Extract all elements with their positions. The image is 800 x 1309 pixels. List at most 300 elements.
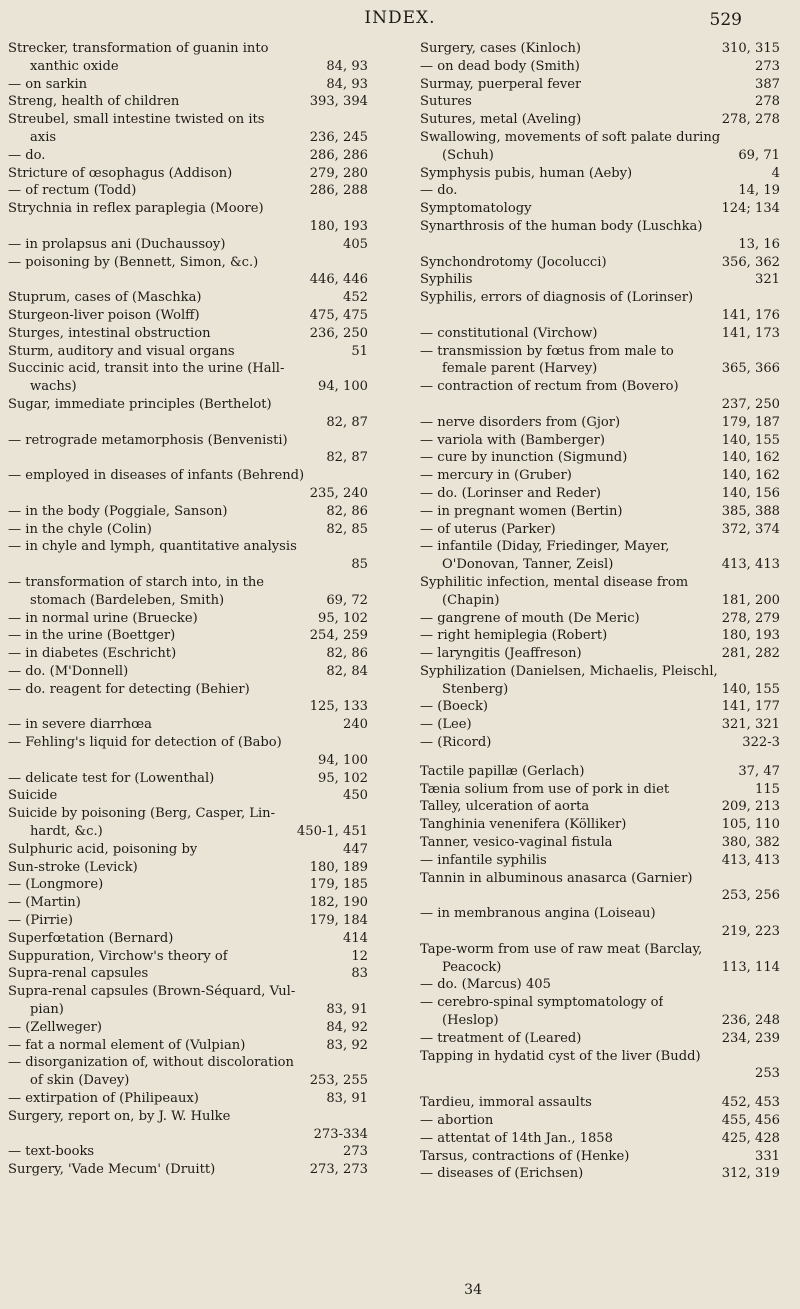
index-entry [420,1030,780,1048]
entry-term: — in prolapsus ani (Duchaussoy) [8,236,226,252]
entry-pages: 413, 413 [721,852,780,868]
index-entry [8,983,368,1019]
index-entry [420,870,780,906]
entry-pages: 447 [343,841,368,857]
index-entry [420,503,780,521]
entry-pages: 83, 91 [326,1091,368,1107]
index-entry [420,763,780,781]
entry-term: — cerebro-spinal symptomatology of [420,995,664,1011]
index-entry [8,805,368,841]
index-entry [8,1054,368,1090]
entry-pages: 475, 475 [309,307,368,323]
entry-continuation: (Heslop) [442,1013,499,1029]
entry-pages: 234, 239 [721,1030,780,1046]
entry-pages: 179, 185 [309,877,368,893]
entry-pages: 182, 190 [309,895,368,911]
index-entry [8,1161,368,1179]
index-entry [8,716,368,734]
entry-pages: 321, 321 [721,717,780,733]
index-entry [8,147,368,165]
entry-term: — in chyle and lymph, quantitative analysis [8,539,297,555]
entry-term: Talley, ulceration of aorta [420,799,590,815]
entry-term: Streng, health of children [8,94,180,110]
entry-term: Synarthrosis of the human body (Luschka) [420,218,703,234]
entry-continuation: Stenberg) [442,681,509,697]
index-entry [420,645,780,663]
entry-term: — disorganization of, without discoloration [8,1055,294,1071]
entry-pages: 94, 100 [318,379,368,395]
index-entry [8,254,368,290]
entry-term: — employed in diseases of infants (Behrend) [8,468,305,484]
entry-pages: 180, 193 [309,218,368,234]
entry-pages: 141, 177 [721,699,780,715]
index-entry [8,1090,368,1108]
entry-continuation: stomach (Bardeleben, Smith) [30,592,225,608]
entry-term: — of rectum (Todd) [8,183,137,199]
entry-term: Symphysis pubis, human (Aeby) [420,165,633,181]
index-entry [8,912,368,930]
index-entry [8,236,368,254]
entry-pages: 286, 288 [309,183,368,199]
index-entry [420,325,780,343]
entry-pages: 95, 102 [318,770,368,786]
index-entry [8,859,368,877]
entry-term: — (Pirrie) [8,913,73,929]
index-entry [420,521,780,539]
entry-continuation: pian) [30,1002,64,1018]
entry-pages: 82, 85 [326,521,368,537]
index-entry [420,76,780,94]
entry-pages: 413, 413 [721,557,780,573]
index-entry [8,503,368,521]
entry-pages: 414 [343,930,368,946]
index-entry [420,1048,780,1084]
entry-term: — (Boeck) [420,699,488,715]
entry-term: Sun-stroke (Levick) [8,859,138,875]
index-entry [420,834,780,852]
entry-pages: 273, 273 [309,1162,368,1178]
entry-pages: 83, 91 [326,1002,368,1018]
index-entry [420,1112,780,1130]
index-entry [420,40,780,58]
index-entry [8,876,368,894]
index-entry [420,449,780,467]
entry-term: Supra-renal capsules [8,966,149,982]
entry-term: — laryngitis (Jeaffreson) [420,646,582,662]
entry-term: — right hemiplegia (Robert) [420,628,608,644]
entry-pages: 236, 245 [309,129,368,145]
index-entry [8,965,368,983]
entry-continuation: (Chapin) [442,592,500,608]
entry-term: — do. [8,147,46,163]
index-entry [8,76,368,94]
index-entry [420,1094,780,1112]
entry-term: — gangrene of mouth (De Meric) [420,610,640,626]
entry-pages: 235, 240 [309,485,368,501]
index-entry [420,218,780,254]
entry-term: — transformation of starch into, in the [8,574,265,590]
entry-pages: 273-334 [313,1126,368,1142]
index-entry [8,894,368,912]
entry-term: — in pregnant women (Bertin) [420,503,623,519]
index-entry [420,627,780,645]
entry-pages: 219, 223 [721,924,780,940]
index-entry [420,414,780,432]
entry-pages: 125, 133 [309,699,368,715]
entry-pages: 310, 315 [721,41,780,56]
entry-pages: 372, 374 [721,521,780,537]
index-entry [420,698,780,716]
index-entry [420,816,780,834]
entry-term: — in membranous angina (Loiseau) [420,906,656,922]
entry-pages: 273 [755,58,780,74]
entry-term: — of uterus (Parker) [420,521,556,537]
index-entry [8,1019,368,1037]
entry-pages: 83 [351,966,368,982]
index-entry [420,111,780,129]
entry-term: — in the body (Poggiale, Sanson) [8,503,228,519]
entry-pages: 446, 446 [309,272,368,288]
entry-term: Sturgeon-liver poison (Wolff) [8,307,200,323]
entry-pages: 240 [343,717,368,733]
index-entry [420,734,780,752]
entry-term: Supra-renal capsules (Brown-Séquard, Vul- [8,984,296,1000]
index-entry [8,111,368,147]
index-entry [8,289,368,307]
entry-pages: 278 [755,94,780,110]
entry-term: — abortion [420,1113,494,1129]
index-entry [8,200,368,236]
index-entry [8,521,368,539]
entry-term: — poisoning by (Bennett, Simon, &c.) [8,254,259,270]
entry-term: Syphilis [420,272,473,288]
entry-term: Suicide by poisoning (Berg, Casper, Lin- [8,806,276,822]
entry-term: Tannin in albuminous anasarca (Garnier) [420,870,693,886]
index-entry [420,905,780,941]
entry-pages: 278, 279 [721,610,780,626]
entry-pages: 179, 184 [309,913,368,929]
entry-pages: 387 [755,76,780,92]
index-entry [8,182,368,200]
entry-term: — do. reagent for detecting (Behier) [8,681,250,697]
index-entry [8,930,368,948]
entry-term: Sulphuric acid, poisoning by [8,841,198,857]
index-entry [420,182,780,200]
entry-term: Tapping in hydatid cyst of the liver (Budd) [420,1048,701,1064]
entry-pages: 82, 84 [326,663,368,679]
index-entry [8,432,368,468]
entry-pages: 180, 193 [721,628,780,644]
entry-term: — attentat of 14th Jan., 1858 [420,1130,613,1146]
entry-pages: 253 [755,1066,780,1082]
index-column-right [420,40,780,1183]
index-entry [420,129,780,165]
entry-pages: 281, 282 [721,646,780,662]
entry-pages: 141, 173 [721,325,780,341]
entry-pages: 69, 72 [326,592,368,608]
entry-term: Sturges, intestinal obstruction [8,325,211,341]
entry-term: Tænia solium from use of pork in diet [420,781,670,797]
entry-term: Tanner, vesico-vaginal fistula [420,835,613,851]
entry-term: Strecker, transformation of guanin into [8,41,269,56]
index-entry [420,716,780,734]
entry-term: — (Ricord) [420,735,492,751]
index-entry [8,343,368,361]
index-entry [420,432,780,450]
entry-pages: 84, 92 [326,1019,368,1035]
index-entry [420,781,780,799]
entry-term: Surmay, puerperal fever [420,76,582,92]
entry-pages: 236, 248 [721,1013,780,1029]
entry-pages: 95, 102 [318,610,368,626]
entry-term: — in severe diarrhœa [8,717,152,733]
entry-term: — in the urine (Boettger) [8,628,176,644]
entry-term: — (Longmore) [8,877,104,893]
index-entry [420,574,780,610]
index-entry [420,610,780,628]
index-entry [8,467,368,503]
entry-term: — do. [420,183,458,199]
entry-pages: 141, 176 [721,307,780,323]
entry-term: Symptomatology [420,201,532,217]
index-entry [420,58,780,76]
index-entry [420,485,780,503]
entry-term: Stricture of œsophagus (Addison) [8,165,233,181]
entry-term: — extirpation of (Philipeaux) [8,1091,199,1107]
entry-term: Succinic acid, transit into the urine (Hall- [8,361,285,377]
entry-term: Strychnia in reflex paraplegia (Moore) [8,201,264,217]
index-entry [8,40,368,76]
index-entry [8,1108,368,1144]
entry-pages: 83, 92 [326,1037,368,1053]
index-entry [420,1165,780,1183]
entry-continuation: axis [30,129,57,145]
index-entry [8,770,368,788]
index-entry [8,325,368,343]
entry-term: Syphilis, errors of diagnosis of (Lorinser) [420,290,694,306]
index-entry [420,378,780,414]
entry-term: Syphilization (Danielsen, Michaelis, Pleischl, [420,663,718,679]
index-entry [420,798,780,816]
entry-term: Tanghinia venenifera (Kölliker) [420,817,627,833]
entry-term: Tactile papillæ (Gerlach) [420,763,585,779]
entry-term: — Fehling's liquid for detection of (Babo) [8,735,282,751]
entry-term: — delicate test for (Lowenthal) [8,770,215,786]
entry-term: — in diabetes (Eschricht) [8,646,177,662]
index-entry [8,627,368,645]
entry-pages: 452, 453 [721,1095,780,1111]
entry-pages: 321 [755,272,780,288]
entry-pages: 450-1, 451 [296,824,368,840]
entry-term: Suicide [8,788,58,804]
entry-pages: 253, 256 [721,888,780,904]
entry-pages [774,976,780,994]
entry-pages: 455, 456 [721,1113,780,1129]
entry-pages: 278, 278 [721,112,780,128]
entry-pages: 331 [755,1148,780,1164]
entry-term: — nerve disorders from (Gjor) [420,414,621,430]
entry-pages: 82, 87 [326,414,368,430]
entry-term: — (Zellweger) [8,1019,103,1035]
entry-term: — in normal urine (Bruecke) [8,610,198,626]
entry-term: Superfœtation (Bernard) [8,930,174,946]
entry-pages: 140, 162 [721,468,780,484]
entry-pages: 13, 16 [738,236,780,252]
index-entry [420,976,780,994]
index-entry [8,93,368,111]
index-entry [8,1143,368,1161]
index-entry [8,610,368,628]
entry-term: Streubel, small intestine twisted on its [8,112,265,128]
entry-pages: 115 [755,781,780,797]
index-entry [8,307,368,325]
entry-term: — do. (M'Donnell) [8,663,129,679]
entry-term: Swallowing, movements of soft palate during [420,129,721,145]
index-entry [420,941,780,977]
entry-term: — in the chyle (Colin) [8,521,152,537]
entry-pages: 37, 47 [738,763,780,779]
index-entry [8,734,368,770]
entry-term: — do. (Lorinser and Reder) [420,485,601,501]
entry-pages: 286, 286 [309,147,368,163]
entry-continuation: of skin (Davey) [30,1073,130,1089]
entry-term: — variola with (Bamberger) [420,432,606,448]
index-entry [8,165,368,183]
index-entry [420,538,780,574]
index-entry [420,852,780,870]
entry-pages: 82, 86 [326,503,368,519]
index-entry [420,994,780,1030]
entry-term: — transmission by fœtus from male to [420,343,674,359]
index-entry [8,681,368,717]
entry-term: — text-books [8,1144,95,1160]
entry-pages: 180, 189 [309,859,368,875]
entry-pages: 94, 100 [318,752,368,768]
entry-term: — infantile (Diday, Friedinger, Mayer, [420,539,670,555]
index-entry [420,1130,780,1148]
index-entry [8,574,368,610]
entry-term: — on sarkin [8,76,88,92]
entry-pages: 356, 362 [721,254,780,270]
entry-continuation: hardt, &c.) [30,824,103,840]
entry-term: — contraction of rectum from (Bovero) [420,379,679,395]
index-entry [420,1148,780,1166]
entry-continuation: xanthic oxide [30,58,119,74]
index-entry [8,645,368,663]
entry-pages: 12 [351,948,368,964]
entry-pages: 140, 162 [721,450,780,466]
entry-pages: 84, 93 [326,58,368,74]
entry-pages: 69, 71 [738,147,780,163]
entry-term: — mercury in (Gruber) [420,468,572,484]
entry-continuation: Peacock) [442,959,502,975]
entry-pages: 14, 19 [738,183,780,199]
entry-pages: 405 [343,236,368,252]
index-entry [8,663,368,681]
entry-pages: 181, 200 [721,592,780,608]
entry-continuation: wachs) [30,379,77,395]
entry-pages: 452 [343,290,368,306]
entry-pages: 393, 394 [309,94,368,110]
index-entry [420,289,780,325]
entry-continuation: O'Donovan, Tanner, Zeisl) [442,557,614,573]
entry-term: Surgery, report on, by J. W. Hulke [8,1108,231,1124]
signature-mark: 34 [464,1282,482,1298]
entry-pages: 82, 87 [326,450,368,466]
entry-term: Sutures [420,94,472,110]
entry-pages: 140, 155 [721,681,780,697]
entry-term: — treatment of (Leared) [420,1030,582,1046]
entry-term: Stuprum, cases of (Maschka) [8,290,202,306]
entry-term: Sutures, metal (Aveling) [420,112,582,128]
entry-term: — (Lee) [420,717,472,733]
entry-term: — cure by inunction (Sigmund) [420,450,628,466]
entry-term: — infantile syphilis [420,852,547,868]
entry-pages: 4 [771,165,780,181]
running-head: INDEX. [364,8,436,28]
entry-pages: 253, 255 [309,1073,368,1089]
entry-pages: 312, 319 [721,1166,780,1182]
entry-term: Sugar, immediate principles (Berthelot) [8,396,272,412]
page-number: 529 [709,10,742,30]
index-entry [420,271,780,289]
index-entry [8,396,368,432]
entry-pages: 209, 213 [721,799,780,815]
entry-term: — do. (Marcus) 405 [420,977,551,993]
entry-pages: 51 [351,343,368,359]
entry-term: — retrograde metamorphosis (Benvenisti) [8,432,288,448]
entry-term: — diseases of (Erichsen) [420,1166,584,1182]
entry-term: Suppuration, Virchow's theory of [8,948,228,964]
index-entry [420,467,780,485]
index-entry [8,841,368,859]
entry-pages: 279, 280 [309,165,368,181]
entry-term: — (Martin) [8,895,81,911]
entry-pages: 84, 93 [326,76,368,92]
entry-term: Syphilitic infection, mental disease from [420,574,689,590]
entry-pages: 113, 114 [721,959,780,975]
entry-pages: 105, 110 [721,817,780,833]
entry-pages: 85 [351,557,368,573]
entry-term: — on dead body (Smith) [420,58,580,74]
entry-term: Tape-worm from use of raw meat (Barclay, [420,941,703,957]
entry-term: Surgery, 'Vade Mecum' (Druitt) [8,1162,216,1178]
index-entry [420,343,780,379]
entry-pages: 450 [343,788,368,804]
entry-term: — fat a normal element of (Vulpian) [8,1037,246,1053]
entry-pages: 254, 259 [309,628,368,644]
entry-term: Tarsus, contractions of (Henke) [420,1148,630,1164]
index-entry [420,200,780,218]
entry-term: Synchondrotomy (Jocolucci) [420,254,607,270]
entry-pages: 385, 388 [721,503,780,519]
entry-pages: 124; 134 [721,201,780,217]
index-column-left [8,40,368,1179]
entry-pages: 322-3 [742,735,780,751]
entry-pages: 273 [343,1144,368,1160]
entry-pages: 179, 187 [721,414,780,430]
index-entry [420,254,780,272]
entry-term: Tardieu, immoral assaults [420,1095,592,1111]
entry-continuation: female parent (Harvey) [442,361,598,377]
index-entry [420,165,780,183]
entry-term: Sturm, auditory and visual organs [8,343,235,359]
index-entry [420,663,780,699]
entry-pages: 82, 86 [326,646,368,662]
entry-continuation: (Schuh) [442,147,494,163]
index-entry [8,360,368,396]
entry-pages: 380, 382 [721,835,780,851]
